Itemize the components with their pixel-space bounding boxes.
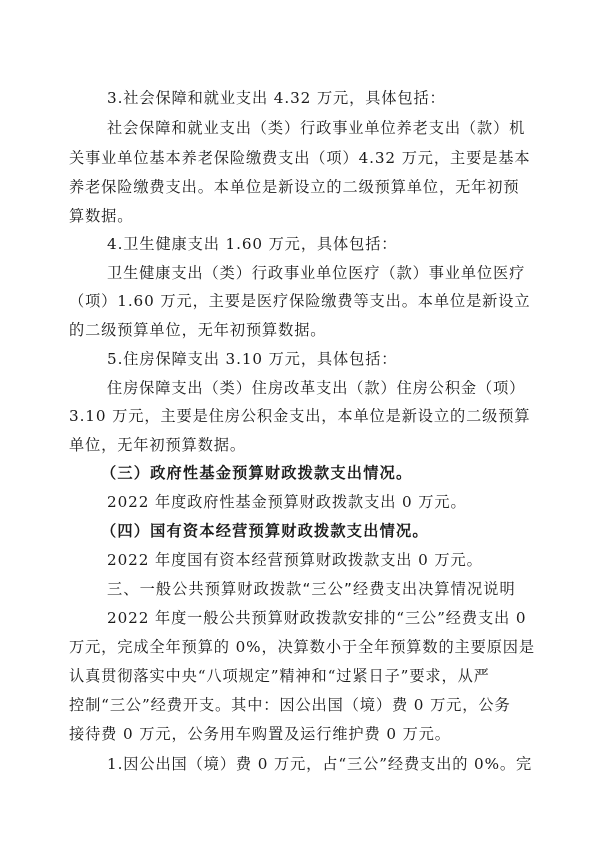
section-4-heading: （四）国有资本经营预算财政拨款支出情况。: [101, 522, 429, 540]
paragraph-line: 算数据。: [69, 207, 134, 225]
paragraph-line: 万元，完成全年预算的 0%，决算数小于全年预算数的主要原因是: [69, 638, 535, 656]
part-3-heading: 三、一般公共预算财政拨款“三公”经费支出决算情况说明: [107, 580, 516, 598]
paragraph-line: 社会保障和就业支出（类）行政事业单位养老支出（款）机: [107, 119, 526, 137]
paragraph-line: 养老保险缴费支出。本单位是新设立的二级预算单位，无年初预: [69, 178, 520, 196]
paragraph-line: 2022 年度一般公共预算财政拨款安排的“三公”经费支出 0: [107, 609, 527, 627]
item-4-heading: 4.卫生健康支出 1.60 万元，具体包括：: [107, 235, 398, 253]
paragraph-line: 3.10 万元，主要是住房公积金支出，本单位是新设立的二级预算: [69, 407, 531, 425]
paragraph-line: 卫生健康支出（类）行政事业单位医疗（款）事业单位医疗: [107, 264, 526, 282]
paragraph-line: 控制“三公”经费开支。其中：因公出国（境）费 0 万元，公务: [69, 696, 511, 714]
paragraph-line: 认真贯彻落实中央“八项规定”精神和“过紧日子”要求，从严: [69, 667, 490, 685]
item-1-heading: 1.因公出国（境）费 0 万元，占“三公”经费支出的 0%。完: [107, 755, 533, 773]
item-5-heading: 5.住房保障支出 3.10 万元，具体包括：: [107, 350, 398, 368]
paragraph-line: 的二级预算单位，无年初预算数据。: [69, 321, 327, 339]
paragraph-line: （项）1.60 万元，主要是医疗保险缴费等支出。本单位是新设立: [69, 292, 531, 310]
paragraph-line: 关事业单位基本养老保险缴费支出（项）4.32 万元，主要是基本: [69, 149, 531, 167]
paragraph-line: 住房保障支出（类）住房改革支出（款）住房公积金（项）: [107, 379, 526, 397]
paragraph-line: 2022 年度政府性基金预算财政拨款支出 0 万元。: [107, 493, 467, 511]
paragraph-line: 接待费 0 万元，公务用车购置及运行维护费 0 万元。: [69, 725, 451, 743]
paragraph-line: 单位，无年初预算数据。: [69, 436, 246, 454]
section-3-heading: （三）政府性基金预算财政拨款支出情况。: [101, 464, 413, 482]
item-3-heading: 3.社会保障和就业支出 4.32 万元，具体包括：: [107, 89, 446, 107]
paragraph-line: 2022 年度国有资本经营预算财政拨款支出 0 万元。: [107, 551, 483, 569]
